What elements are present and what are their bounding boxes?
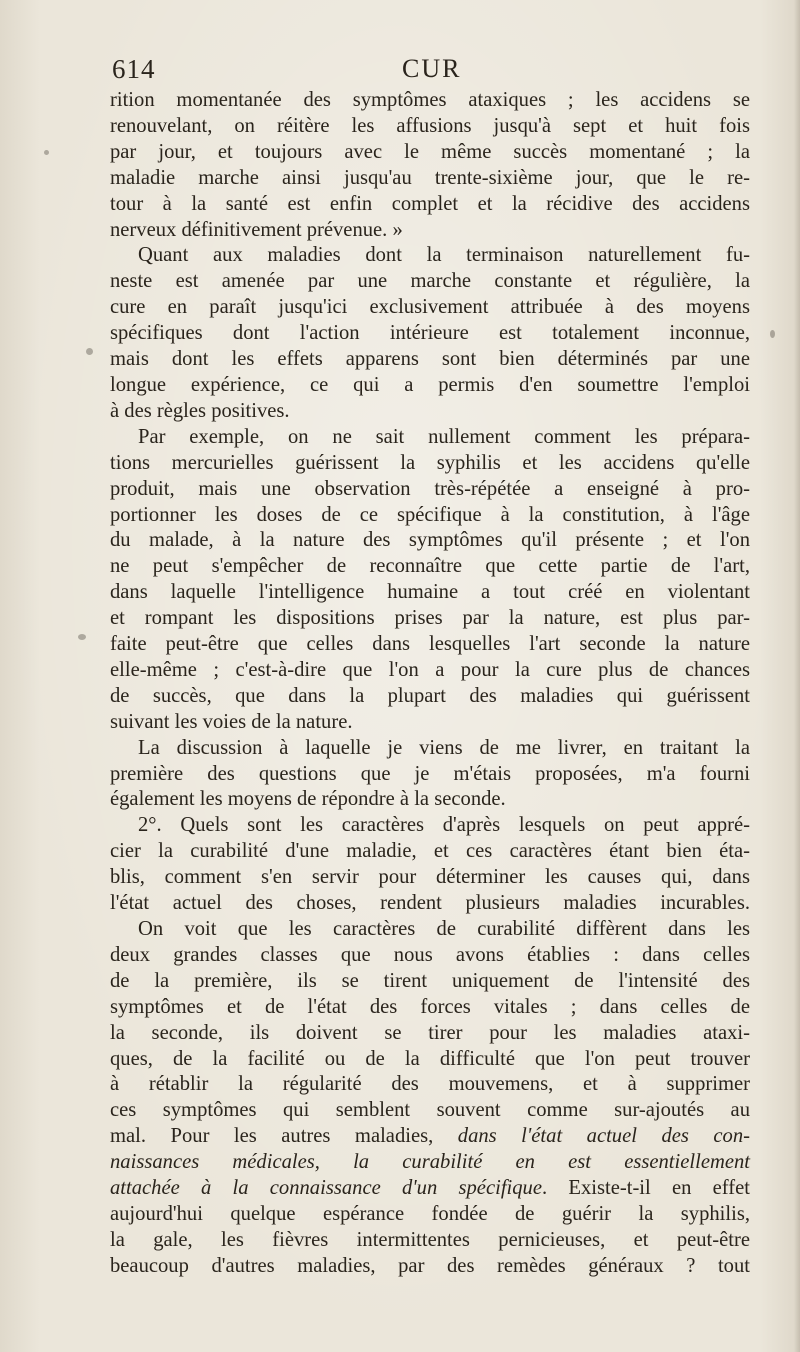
running-head [112, 54, 752, 88]
paper-speck [44, 150, 49, 155]
text-line: faite peut-être que celles dans lesquelles l'art seconde la nature [110, 633, 750, 656]
text-line: neste est amenée par une marche constante et régulière, la [110, 270, 750, 293]
text-line: elle-même ; c'est-à-dire que l'on a pour la cure plus de chances [110, 658, 750, 681]
text-line: la seconde, ils doivent se tirer pour les maladies ataxi- [110, 1021, 750, 1044]
text-line: ces symptômes qui semblent souvent comme sur-ajoutés au [110, 1099, 750, 1122]
text-line: la gale, les fièvres intermittentes pernicieuses, et peut-être [110, 1228, 750, 1251]
text-line: deux grandes classes que nous avons établies : dans celles [110, 943, 750, 966]
text-line: à des règles positives. [110, 399, 290, 422]
text-line: par jour, et toujours avec le même succès momentané ; la [110, 140, 750, 163]
text-line [110, 1176, 750, 1202]
text-line: renouvelant, on réitère les affusions jusqu'à sept et huit fois [110, 114, 750, 137]
text-line: longue expérience, ce qui a permis d'en soumettre l'emploi [110, 373, 750, 396]
italic-run: attachée à la connaissance d'un spécifique [110, 1177, 542, 1200]
text-line: l'état actuel des choses, rendent plusieurs maladies incurables. [110, 892, 750, 915]
text-line: dans laquelle l'intelligence humaine a tout créé en violentant [110, 581, 750, 604]
paper-speck [770, 330, 775, 338]
text-run: . Existe-t-il en effet [542, 1177, 750, 1200]
paragraph-start-line: Par exemple, on ne sait nullement comment les prépara- [138, 425, 750, 448]
text-line: tour à la santé est enfin complet et la récidive des accidens [110, 192, 750, 215]
text-line [110, 1150, 750, 1176]
text-line: rition momentanée des symptômes ataxiques ; les accidens se [110, 89, 750, 111]
text-line: première des questions que je m'étais proposées, m'a fourni [110, 762, 750, 785]
text-line: mais dont les effets apparens sont bien déterminés par une [110, 348, 750, 371]
italic-run: dans l'état actuel des con- [457, 1125, 750, 1148]
paragraph-start-line: On voit que les caractères de curabilité diffèrent dans les [138, 918, 750, 940]
text-line: également les moyens de répondre à la seconde. [110, 788, 506, 811]
paper-speck [86, 348, 93, 355]
page-edge-shadow [794, 0, 800, 1352]
text-line: spécifiques dont l'action intérieure est totalement inconnue, [110, 322, 750, 345]
text-line: tions mercurielles guérissent la syphilis et les accidens qu'elle [110, 451, 750, 474]
text-line: beaucoup d'autres maladies, par des remèdes généraux ? tout [110, 1254, 750, 1277]
paragraph-start-line: Quant aux maladies dont la terminaison naturellement fu- [138, 244, 750, 267]
text-run: mal. Pour les autres maladies, [110, 1125, 458, 1148]
text-line: ques, de la facilité ou de la difficulté que l'on peut trouver [110, 1047, 750, 1070]
question-heading-line: 2°. Quels sont les caractères d'après lesquels on peut appré- [138, 814, 750, 837]
running-title: CUR [402, 54, 462, 83]
text-line: portionner les doses de ce spécifique à la constitution, à l'âge [110, 503, 750, 526]
text-line: de la première, ils se tirent uniquement de l'intensité des [110, 969, 750, 992]
text-line: produit, mais une observation très-répétée a enseigné à pro- [110, 477, 750, 500]
text-line: nerveux définitivement prévenue. » [110, 218, 403, 241]
text-line: et rompant les dispositions prises par la nature, est plus par- [110, 607, 750, 630]
text-line: suivant les voies de la nature. [110, 710, 353, 733]
text-line: symptômes et de l'état des forces vitales ; dans celles de [110, 995, 750, 1018]
text-line: ne peut s'empêcher de reconnaître que cette partie de l'art, [110, 555, 750, 578]
italic-run: naissances médicales, la curabilité en est essentiellement [110, 1151, 750, 1174]
text-line: aujourd'hui quelque espérance fondée de guérir la syphilis, [110, 1202, 750, 1225]
text-line: blis, comment s'en servir pour déterminer les causes qui, dans [110, 866, 750, 889]
text-line: de succès, que dans la plupart des maladies qui guérissent [110, 684, 750, 707]
body-text [110, 88, 750, 1280]
page-number: 614 [112, 54, 156, 84]
text-line: cure en paraît jusqu'ici exclusivement attribuée à des moyens [110, 296, 750, 319]
text-line: du malade, à la nature des symptômes qu'il présente ; et l'on [110, 529, 750, 552]
text-line: maladie marche ainsi jusqu'au trente-sixième jour, que le re- [110, 166, 750, 189]
text-line: à rétablir la régularité des mouvemens, et à supprimer [110, 1073, 750, 1096]
paragraph-start-line: La discussion à laquelle je viens de me livrer, en traitant la [138, 736, 750, 759]
paper-speck [78, 634, 86, 640]
text-line: cier la curabilité d'une maladie, et ces caractères étant bien éta- [110, 840, 750, 863]
text-line [110, 1124, 750, 1150]
